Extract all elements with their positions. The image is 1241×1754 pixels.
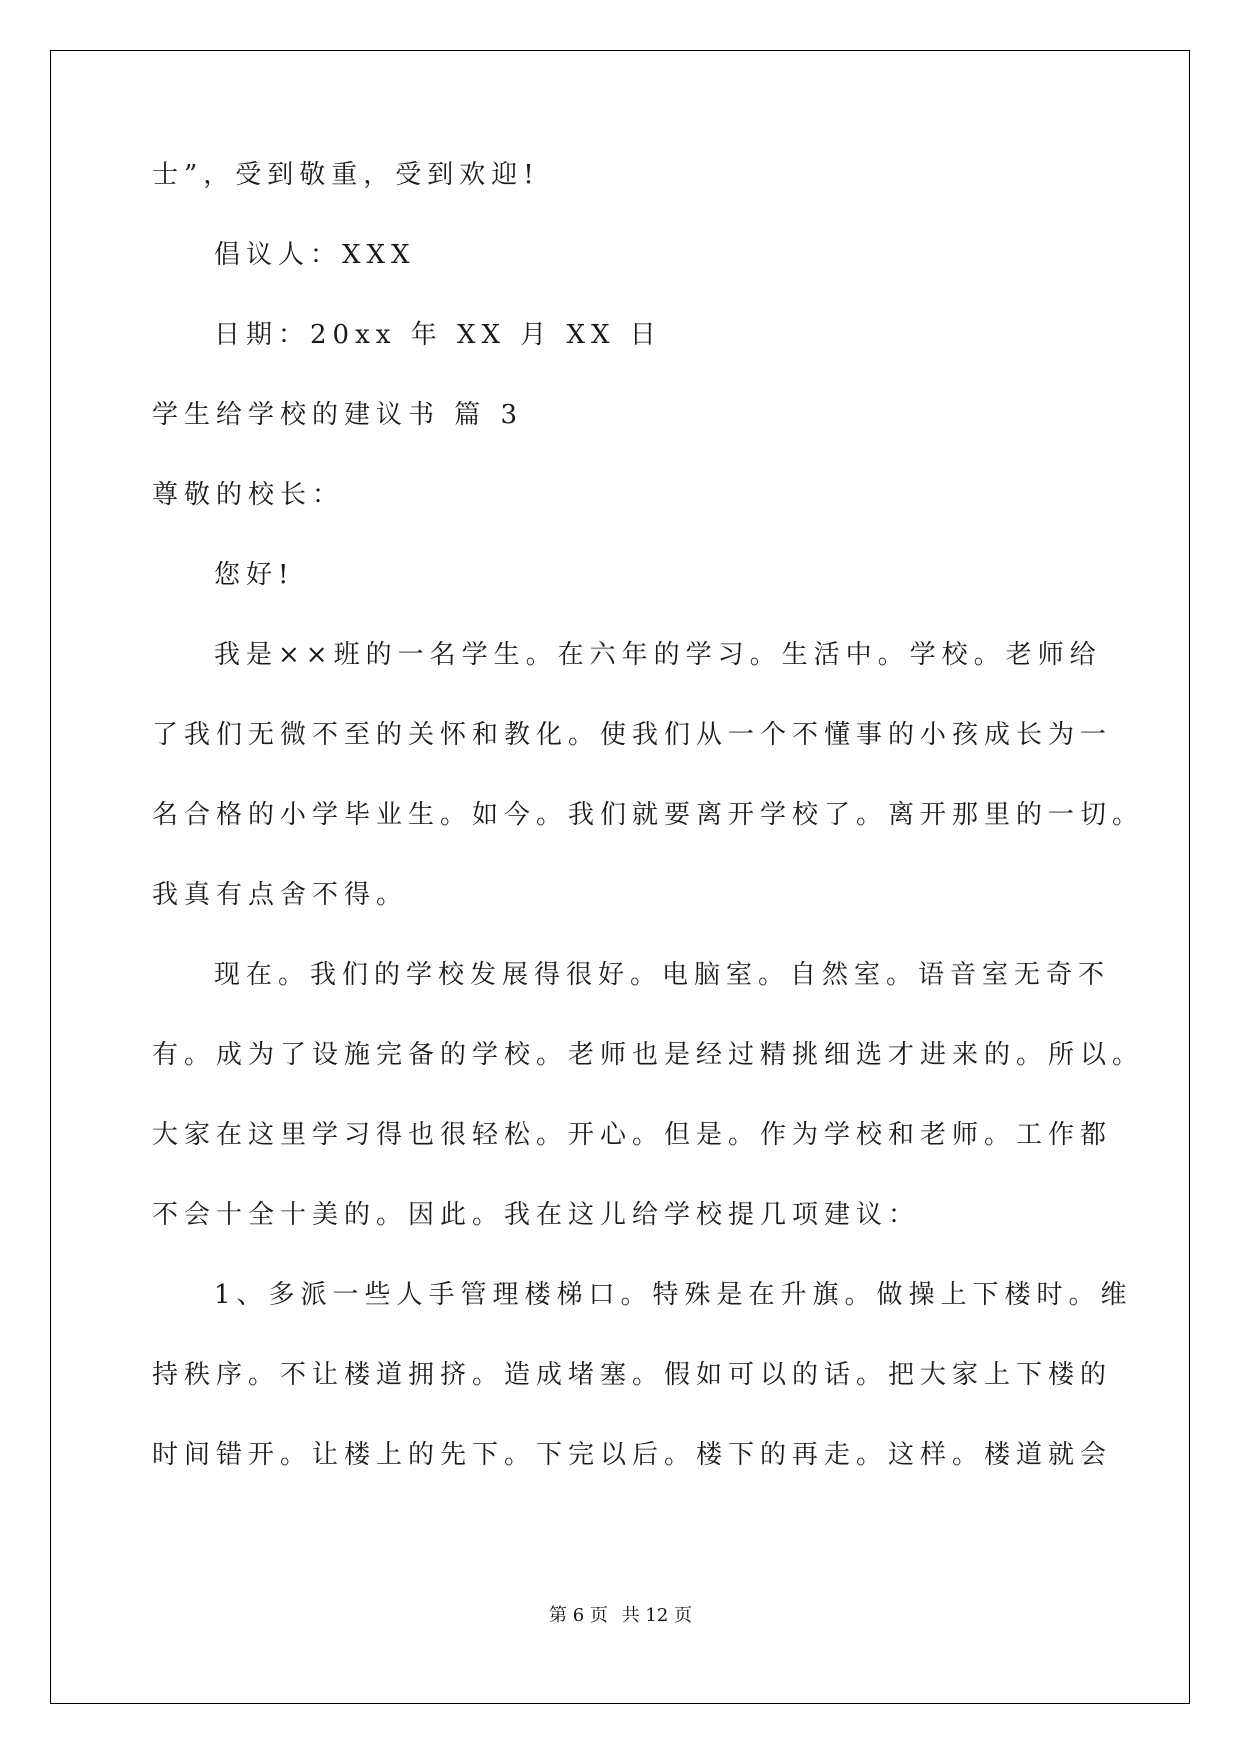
page-footer bbox=[0, 1604, 1241, 1628]
date-line: 日期：20xx 年 XX 月 XX 日 bbox=[214, 320, 662, 350]
page-total: 共 12 页 bbox=[621, 1605, 692, 1626]
paragraph-line: 我真有点舍不得。 bbox=[152, 880, 409, 910]
paragraph-line: 1、多派一些人手管理楼梯口。特殊是在升旗。做操上下楼时。维 bbox=[214, 1280, 1133, 1310]
paragraph-line: 不会十全十美的。因此。我在这儿给学校提几项建议： bbox=[152, 1200, 921, 1230]
page-number: 第 6 页 bbox=[549, 1605, 608, 1626]
paragraph-line: 大家在这里学习得也很轻松。开心。但是。作为学校和老师。工作都 bbox=[152, 1120, 1113, 1150]
paragraph-line: 有。成为了设施完备的学校。老师也是经过精挑细选才进来的。所以。 bbox=[152, 1040, 1145, 1070]
paragraph-line: 我是××班的一名学生。在六年的学习。生活中。学校。老师给 bbox=[214, 640, 1102, 670]
paragraph-line: 时间错开。让楼上的先下。下完以后。楼下的再走。这样。楼道就会 bbox=[152, 1440, 1113, 1470]
paragraph-line: 了我们无微不至的关怀和教化。使我们从一个不懂事的小孩成长为一 bbox=[152, 720, 1113, 750]
greeting: 您好! bbox=[214, 560, 295, 590]
salutation: 尊敬的校长： bbox=[152, 480, 345, 510]
paragraph-line: 现在。我们的学校发展得很好。电脑室。自然室。语音室无奇不 bbox=[214, 960, 1111, 990]
paragraph-line: 持秩序。不让楼道拥挤。造成堵塞。假如可以的话。把大家上下楼的 bbox=[152, 1360, 1113, 1390]
text-line: 士”，受到敬重，受到欢迎! bbox=[152, 160, 540, 190]
section-heading: 学生给学校的建议书 篇 3 bbox=[152, 400, 524, 430]
paragraph-line: 名合格的小学毕业生。如今。我们就要离开学校了。离开那里的一切。 bbox=[152, 800, 1145, 830]
proposer-line: 倡议人：XXX bbox=[214, 240, 416, 270]
